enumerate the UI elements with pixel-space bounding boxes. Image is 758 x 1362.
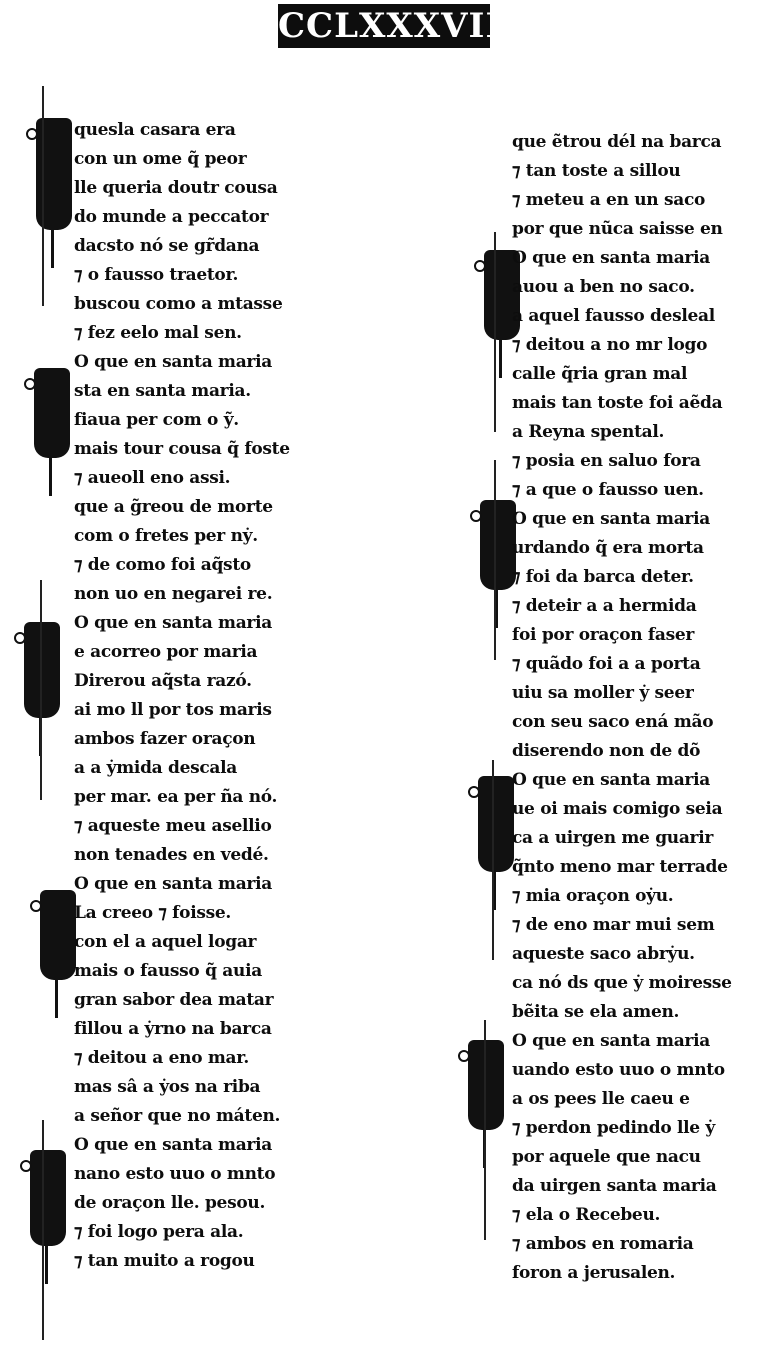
text-line: ⁊ aueoll eno assi. — [74, 468, 231, 488]
text-line: per mar. ea per ña nó. — [74, 787, 278, 807]
initial-flourish — [40, 580, 42, 800]
initial-flourish — [494, 460, 496, 660]
decorated-initial-o — [34, 368, 70, 458]
text-line: non uo en negarei re. — [74, 584, 273, 604]
text-line: uiu sa moller ẏ seer — [512, 683, 694, 703]
decorated-initial-o — [24, 622, 60, 718]
initial-flourish — [494, 232, 496, 432]
text-line: aqueste saco abrẏu. — [512, 944, 695, 964]
text-line: quesla casara era — [74, 120, 236, 140]
text-line: por aquele que nacu — [512, 1147, 701, 1167]
text-line: ⁊ meteu a en un saco — [512, 190, 706, 210]
text-line: e acorreo por maria — [74, 642, 258, 662]
text-line: ue oi mais comigo seia — [512, 799, 723, 819]
text-line: que a g̃reou de morte — [74, 497, 273, 517]
text-line: ⁊ aqueste meu asellio — [74, 816, 272, 836]
text-line: ⁊ deitou a no mr logo — [512, 335, 708, 355]
text-line: ⁊ foi logo pera ala. — [74, 1222, 244, 1242]
text-line: mas sâ a ẏos na riba — [74, 1077, 261, 1097]
text-line: O que en santa maria — [74, 613, 272, 633]
text-line: ⁊ perdon pedindo lle ẏ — [512, 1118, 716, 1138]
folio-heading: CCLXXXVII — [278, 6, 503, 46]
text-line: ai mo ll por tos maris — [74, 700, 272, 720]
text-line: a a ẏmida descala — [74, 758, 238, 778]
text-line: ambos fazer oraçon — [74, 729, 256, 749]
text-line: a aquel fausso desleal — [512, 306, 715, 326]
text-line: ⁊ fez eelo mal sen. — [74, 323, 242, 343]
text-line: mais o fausso q̃ auia — [74, 961, 262, 981]
text-line: de oraçon lle. pesou. — [74, 1193, 266, 1213]
text-line: da uirgen santa maria — [512, 1176, 717, 1196]
text-line: dacsto nó se gr̃dana — [74, 236, 260, 256]
text-line: uando esto uuo o mnto — [512, 1060, 725, 1080]
text-line: ⁊ deteir a a hermida — [512, 596, 697, 616]
text-line: La creeo ⁊ foisse. — [74, 903, 232, 923]
initial-flourish — [492, 760, 494, 960]
text-line: ca nó ds que ẏ moiresse — [512, 973, 732, 993]
text-line: ⁊ foi da barca deter. — [512, 567, 694, 587]
decorated-initial-o — [40, 890, 76, 980]
text-line: fillou a ẏrno na barca — [74, 1019, 272, 1039]
text-line: O que en santa maria — [74, 1135, 272, 1155]
text-line: con un ome q̃ peor — [74, 149, 247, 169]
text-line: auou a ben no saco. — [512, 277, 695, 297]
text-line: a os pees lle caeu e — [512, 1089, 690, 1109]
initial-flourish — [42, 1120, 44, 1340]
text-line: ⁊ o fausso traetor. — [74, 265, 239, 285]
text-line: ⁊ de como foi aq̃sto — [74, 555, 251, 575]
text-line: do munde a peccator — [74, 207, 269, 227]
text-line: mais tour cousa q̃ foste — [74, 439, 290, 459]
text-line: diserendo non de dõ — [512, 741, 701, 761]
text-line: por que nũca saisse en — [512, 219, 723, 239]
text-line: ⁊ a que o fausso uen. — [512, 480, 704, 500]
text-line: bẽita se ela amen. — [512, 1002, 680, 1022]
text-line: O que en santa maria — [74, 874, 272, 894]
text-line: nano esto uuo o mnto — [74, 1164, 276, 1184]
decorated-initial-o — [478, 776, 514, 872]
decorated-initial-o — [480, 500, 516, 590]
right-text-column — [512, 128, 748, 1288]
text-line: ⁊ ela o Recebeu. — [512, 1205, 661, 1225]
text-line: que ẽtrou dél na barca — [512, 132, 722, 152]
text-line: q̃nto meno mar terrade — [512, 857, 728, 877]
text-line: ⁊ de eno mar mui sem — [512, 915, 715, 935]
text-line: ⁊ posia en saluo fora — [512, 451, 701, 471]
text-line: ⁊ deitou a eno mar. — [74, 1048, 249, 1068]
text-line: a señor que no máten. — [74, 1106, 281, 1126]
initial-flourish — [484, 1020, 486, 1240]
text-line: ⁊ mia oraçon oẏu. — [512, 886, 674, 906]
text-line: O que en santa maria — [512, 509, 710, 529]
text-line: ⁊ quãdo foi a a porta — [512, 654, 701, 674]
text-line: O que en santa maria — [512, 770, 710, 790]
text-line: con el a aquel logar — [74, 932, 257, 952]
text-line: com o fretes per nẏ. — [74, 526, 258, 546]
text-line: foron a jerusalen. — [512, 1263, 676, 1283]
text-line: ⁊ ambos en romaria — [512, 1234, 694, 1254]
text-line: ca a uirgen me guarir — [512, 828, 714, 848]
left-text-column — [74, 116, 364, 1276]
decorated-initial-o — [468, 1040, 504, 1130]
text-line: O que en santa maria — [512, 1031, 710, 1051]
text-line: gran sabor dea matar — [74, 990, 274, 1010]
text-line: mais tan toste foi aẽda — [512, 393, 723, 413]
initial-flourish — [42, 86, 44, 306]
text-line: urdando q̃ era morta — [512, 538, 704, 558]
text-line: ⁊ tan muito a rogou — [74, 1251, 255, 1271]
text-line: ⁊ tan toste a sillou — [512, 161, 681, 181]
text-line: lle queria doutr cousa — [74, 178, 278, 198]
text-line: foi por oraçon faser — [512, 625, 695, 645]
decorated-initial-o — [30, 1150, 66, 1246]
text-line: con seu saco ená mão — [512, 712, 714, 732]
text-line: calle q̃ria gran mal — [512, 364, 688, 384]
text-line: fiaua per com o ỹ. — [74, 410, 239, 430]
text-line: non tenades en vedé. — [74, 845, 269, 865]
text-line: buscou como a mtasse — [74, 294, 283, 314]
text-line: a Reyna spental. — [512, 422, 665, 442]
text-line: sta en santa maria. — [74, 381, 251, 401]
text-line: O que en santa maria — [74, 352, 272, 372]
text-line: Direrou aq̃sta razó. — [74, 671, 252, 691]
text-line: O que en santa maria — [512, 248, 710, 268]
